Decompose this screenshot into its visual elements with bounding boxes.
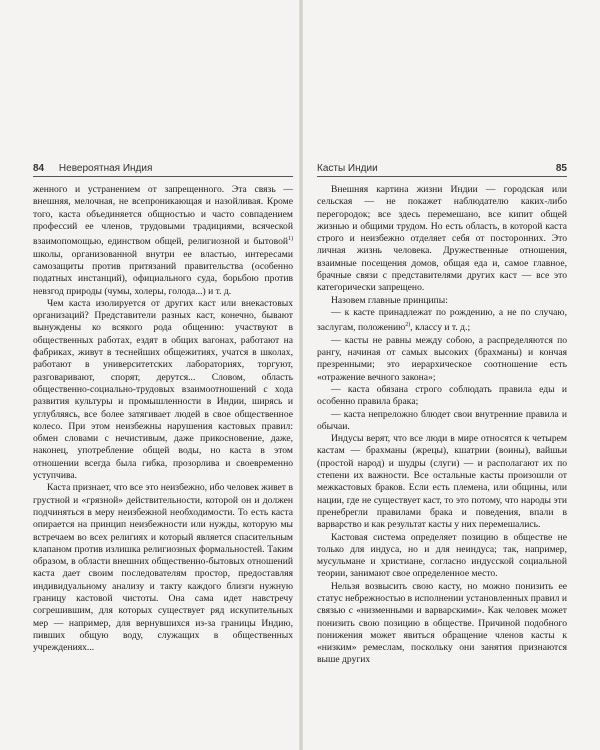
- right-page-body: [317, 184, 567, 667]
- left-page-header: [33, 162, 293, 176]
- right-paragraph-2: Назовем главные принципы:: [331, 294, 448, 306]
- right-paragraph-3: Индусы верят, что все люди в мире относятся к четырем кастам — брахманы (жрецы), кшатрии (воины), вайшьи (простой народ) и шудры (слуги) — и располагают их по степени их важности. Все остальные касты произошли от межкастовых браков. Если есть племена, или общины, или нации, где не существует каст, то это потому, что народы эти пренебрегли правилами брака и поведения, впали в варварство и как результат касты у них перемешались.: [317, 433, 567, 531]
- right-page-header: [317, 162, 567, 176]
- left-running-title: Невероятная Индия: [58, 163, 153, 174]
- right-principle-1-rest: , классу и т. д.;: [410, 322, 471, 334]
- left-paragraph-1-text: женного и устранением от запрещенного. Эта связь — внешняя, мелочная, не всепроникающая и назойливая. Кроме того, каста объединяется общностью и часто совпадением профессий ее членов, трудовыми традициями, всячеcкой взаимопомощью, единством общей, религиозной и бытовой: [33, 184, 293, 248]
- right-footnote-mark: 2): [405, 322, 411, 329]
- right-paragraph-4: Кастовая система определяет позицию в обществе не только для индуса, но и для неиндуса; так, например, мусульмане и христиане, согласно индусской социальной теории, занимают свое определенное место.: [317, 531, 567, 580]
- left-paragraph-1-rest: школы, организованной внутри ее властью, интересами самозащиты против притязаний правительства (особенно податных инстанций), официального суда, борьбою против невзгод природы (чумы, холеры, голода...) и т. д.: [33, 248, 293, 297]
- right-principle-3: — каста обязана строго соблюдать правила еды и особенно правила брака;: [317, 383, 567, 408]
- left-footnote-mark: 1): [288, 236, 293, 243]
- right-principle-2: — касты не равны между собою, а распределяются по рангу, начиная от самых высоких (брахманы) и кончая презренными; это иерархическое соотношение есть «отражение вечного закона»;: [317, 334, 567, 383]
- left-page-number: 84: [33, 163, 45, 174]
- left-header-rule: [33, 176, 293, 177]
- right-paragraph-1: Внешняя картина жизни Индии — городская или сельская — не покажет наблюдателю каких-либо перегородок; все здесь перемешано, все кипит общей жизнью и общими трудом. Но есть область, в которой каста строго и неизбежно отделяет себя от посторонних. Это личная жизнь человека. Дружественные отношения, взаимные посещения домов, общая еда и, самое главное, брачные связи с представителями других каст — все это категорически запрещено.: [317, 184, 567, 294]
- left-paragraph-1: [33, 184, 293, 298]
- left-page-body: [33, 184, 293, 654]
- right-principle-1-text: — к касте принадлежат по рождению, а не по случаю, заслугам, положению: [317, 306, 567, 334]
- right-page: [302, 0, 600, 750]
- right-paragraph-5: Нельзя возвысить свою касту, но можно понизить ее статус небрежностью в исполнении установленных правил и связью с «низменными и варварскими». Как человек может понизить свою позицию в обществе. Причиной подобного понижения может явиться обращение членов касты к «низким» ремеслам, поскольку они занятия признаются выше других: [317, 580, 567, 666]
- right-principle-1: [317, 307, 567, 335]
- left-paragraph-2: Чем каста изолируется от других каст или внекастовых организаций? Представители разных каст, конечно, бывают вынуждены ко всякого рода общению: участвуют в общественных работах, ездят в общих вагонах, работают на фабриках, живут в теснейших общежитиях, учатся в школах, работают в университетских лабораториях, торгуют, разговаривают, спорят, дерутся... Словом, область общественно-социально-трудовых взаимоотношений с хода развития культуры и промышленности в Индии, ширясь и углубляясь, все более затягивает людей в свое общественное колесо. При этом неизбежны нарушения кастовых правил: обмен словами с нечистивым, даже прикосновение, даже, наконец, употребление общей воды, но каста в этом отношении всегда была гибка, прозорлива и своевременно уступчива.: [33, 297, 293, 482]
- right-running-title: Касты Индии: [317, 163, 378, 174]
- left-paragraph-3: Каста признает, что все это неизбежно, ибо человек живет в грустной и «грязной» действительности, которой он и должен подчиняться в меру неизбежной необходимости. То есть каста опирается на принцип неизбежности или нужды, которую мы встречаем во всех религиях и который является спасительным клапаном против излишка религиозных формальностей. Таким образом, в области внешних общественно-бытовых отношений каста дает своим последователям простор, предоставляя индивидуальному анализу и такту каждого близги нужную границу кастовой чистоты. Она сама идет навстречу согрешившим, для которых существует ряд искупительных мер — например, для вернувшихся из-за границы Индию, пивших общую воду, служащих в общественных учреждениях...: [33, 482, 293, 654]
- right-page-number: 85: [555, 163, 567, 174]
- right-header-rule: [317, 176, 567, 177]
- right-principle-4: — каста непреложно блюдет свои внутренние правила и обычаи.: [317, 408, 567, 432]
